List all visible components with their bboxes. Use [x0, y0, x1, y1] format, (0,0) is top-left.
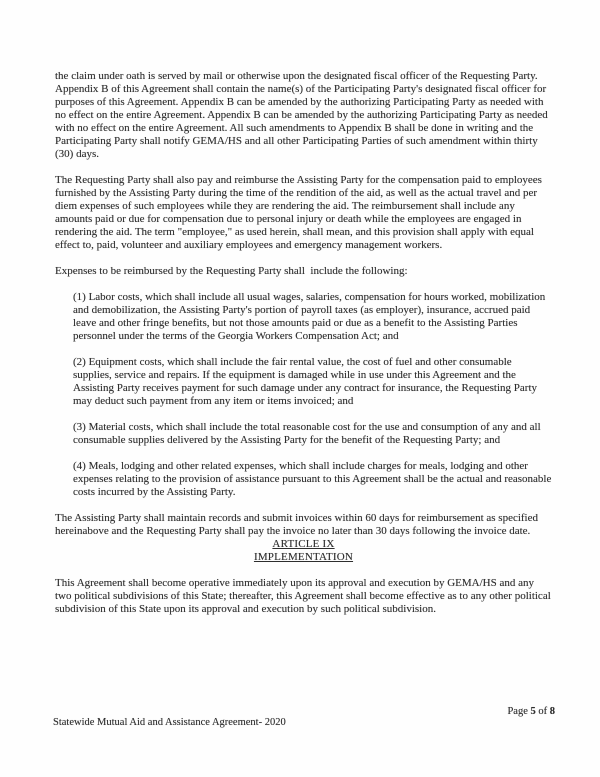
list-item-equipment-costs: (2) Equipment costs, which shall include the fair rental value, the cost of fuel and other consumable supplies, service and repairs. If the equipment is damaged while in use under this Agreement and the Assisting Party receives payment for such damage under any contract for insurance, the Requesting Party may deduct such payment from any item or items invoiced; and	[73, 356, 540, 407]
paragraph-expenses-intro: Expenses to be reimbursed by the Requesting Party shall include the following:	[55, 265, 408, 277]
page-total: 8	[549, 706, 555, 717]
page-current: 5	[530, 706, 536, 717]
paragraph-records-invoices: The Assisting Party shall maintain records and submit invoices within 60 days for reimbursement as specified hereinabove and the Requesting Party shall pay the invoice no later than 30 days following the invoice date.	[55, 512, 541, 537]
list-item-meals-lodging: (4) Meals, lodging and other related expenses, which shall include charges for meals, lodging and other expenses relating to the provision of assistance pursuant to this Agreement shall be the actual and reasonable costs incurred by the Assisting Party.	[73, 460, 555, 498]
paragraph-implementation: This Agreement shall become operative immediately upon its approval and execution by GEMA/HS and any two political subdivisions of this State; thereafter, this Agreement shall become effective as to any other political subdivision of this State upon its approval and execution by such political subdivision.	[55, 577, 554, 615]
article-ix-heading	[55, 538, 552, 564]
document-body	[55, 70, 555, 629]
list-item-labor-costs: (1) Labor costs, which shall include all usual wages, salaries, compensation for hours worked, mobilization and demobilization, the Assisting Party's portion of payroll taxes (as employer), insurance, accrued paid leave and other fringe benefits, but not those amounts paid or due as a benefit to the Assisting Parties personnel under the terms of the Georgia Workers Compensation Act; and	[73, 291, 549, 342]
article-title: IMPLEMENTATION	[253, 551, 354, 563]
list-item-material-costs: (3) Material costs, which shall include the total reasonable cost for the use and consumption of any and all consumable supplies delivered by the Assisting Party for the benefit of the Requesting Party; and	[73, 421, 544, 446]
paragraph-appendix-b-continuation: the claim under oath is served by mail or otherwise upon the designated fiscal officer of the Requesting Party. Appendix B of this Agreement shall contain the name(s) of the Participating Party's designated fiscal officer for purposes of this Agreement. Appendix B can be amended by the authorizing Participating Party as needed with no effect on the entire Agreement. Appendix B can be amended by the authorizing Participating Party as needed with no effect on the entire Agreement. All such amendments to Appendix B shall be done in writing and the Participating Party shall notify GEMA/HS and all other Participating Parties of such amendment within thirty (30) days.	[55, 70, 551, 160]
article-number: ARTICLE IX	[272, 538, 335, 550]
page-number	[507, 706, 555, 718]
paragraph-reimbursement: The Requesting Party shall also pay and reimburse the Assisting Party for the compensation paid to employees furnished by the Assisting Party during the time of the rendition of the aid, as well as the actual travel and per diem expenses of such employees while they are rendering the aid. The reimbursement shall include any amounts paid or due for compensation due to personal injury or death while the employees are engaged in rendering the aid. The term "employee," as used herein, shall mean, and this provision shall apply with equal effect to, paid, volunteer and auxiliary employees and emergency management workers.	[55, 174, 545, 251]
footer-document-title: Statewide Mutual Aid and Assistance Agreement- 2020	[53, 717, 286, 728]
page-word: Page	[507, 706, 531, 717]
of-word: of	[535, 706, 550, 717]
